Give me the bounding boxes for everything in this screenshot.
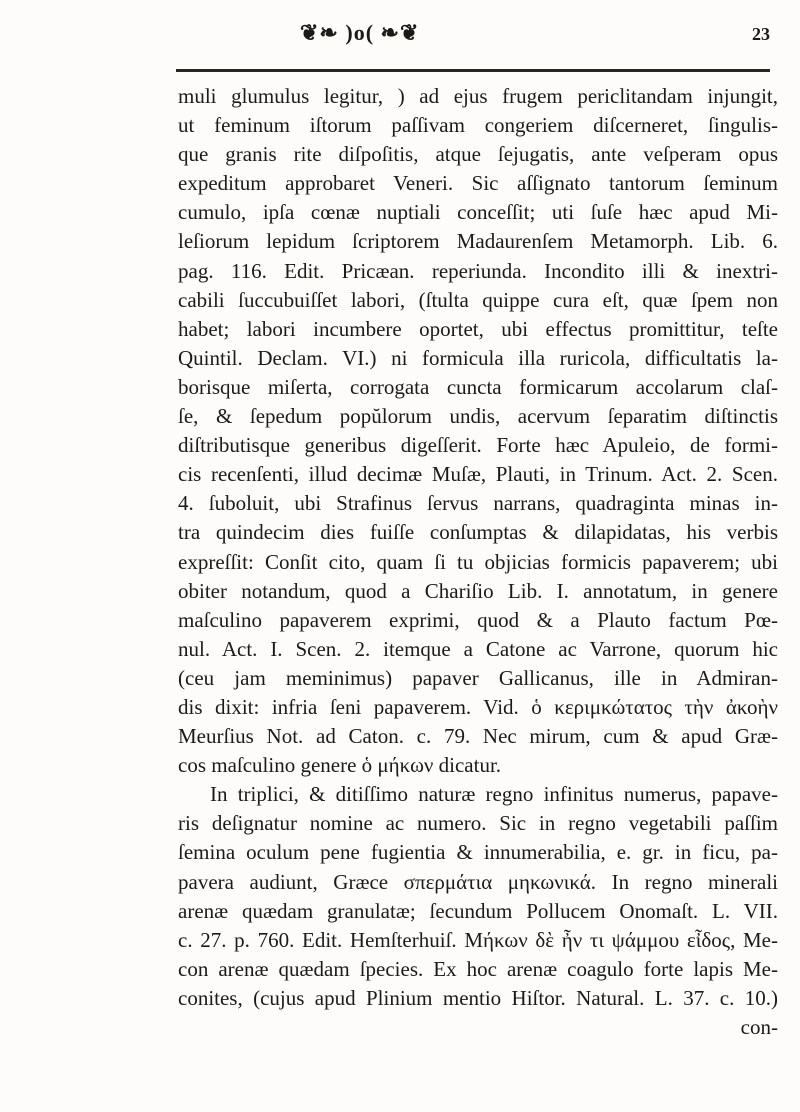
text-line: ſe, & ſepedum popŭlorum undis, acervum ſeparatim diſtinctis bbox=[178, 404, 778, 429]
text-line: ſemina oculum pene fugientia & innumerabilia, e. gr. in ficu, pa- bbox=[178, 840, 778, 865]
text-line: leſiorum lepidum ſcriptorem Madaurenſem Metamorph. Lib. 6. bbox=[178, 229, 778, 254]
text-line: diſtributisque generibus digeſſerit. Forte hæc Apuleio, de formi- bbox=[178, 433, 778, 458]
running-head-ornament: ❦❧ )o( ❧❦ bbox=[300, 20, 420, 45]
paragraph-start-line: In triplici, & ditiſſimo naturæ regno infinitus numerus, papave- bbox=[210, 782, 778, 807]
text-line: tra quindecim dies fuiſſe conſumptas & dilapidatas, his verbis bbox=[178, 520, 778, 545]
text-line: que granis rite diſpoſitis, atque ſejugatis, ante veſperam opus bbox=[178, 142, 778, 167]
text-line: nul. Act. I. Scen. 2. itemque a Catone ac Varrone, quorum hic bbox=[178, 636, 778, 661]
catchword: con- bbox=[740, 1015, 778, 1039]
text-line: cumulo, ipſa cœnæ nuptiali conceſſit; uti ſuſe hæc apud Mi- bbox=[178, 200, 778, 225]
text-line: dis dixit: infria ſeni papaverem. Vid. ὁ κεριμκώτατος τὴν ἀκοὴν bbox=[178, 694, 778, 719]
text-line: (ceu jam meminimus) papaver Gallicanus, ille in Admiran- bbox=[178, 665, 778, 690]
text-line: ut feminum iſtorum paſſivam congeriem diſcerneret, ſingulis- bbox=[178, 113, 778, 138]
header-rule bbox=[176, 69, 770, 72]
text-line: arenæ quædam granulatæ; ſecundum Pollucem Onomaſt. L. VII. bbox=[178, 898, 778, 923]
text-line: expeditum approbaret Veneri. Sic aſſignato tantorum ſeminum bbox=[178, 171, 778, 196]
text-line: habet; labori incumbere oportet, ubi effectus promittitur, teſte bbox=[178, 316, 778, 341]
text-line: expreſſit: Conſit cito, quam ſi tu objicias formicis papaverem; ubi bbox=[178, 549, 778, 574]
text-line: pag. 116. Edit. Pricæan. reperiunda. Incondito illi & inextri- bbox=[178, 258, 778, 283]
text-line: paverа audiunt, Græce σπερμάτια μηκωνικά. In regno minerali bbox=[178, 869, 778, 894]
body-text bbox=[178, 82, 778, 1042]
text-line: c. 27. p. 760. Edit. Hemſterhuiſ. Μήκων δὲ ἦν τι ψάμμου εἶδος, Me- bbox=[178, 927, 778, 952]
text-line: borisque miſerta, corrogata cuncta formicarum accolarum claſ- bbox=[178, 374, 778, 399]
text-line: obiter notandum, quod a Chariſio Lib. I. annotatum, in genere bbox=[178, 578, 778, 603]
text-line: ris deſignatur nomine ac numero. Sic in regno vegetabili paſſim bbox=[178, 811, 778, 836]
page-header bbox=[0, 14, 800, 48]
text-line: 4. ſuboluit, ubi Strafinus ſervus narrans, quadraginta minas in- bbox=[178, 491, 778, 516]
text-line: muli glumulus legitur, ) ad ejus frugem periclitandam injungit, bbox=[178, 84, 778, 108]
text-line: Meurſius Not. ad Caton. c. 79. Nec mirum, cum & apud Græ- bbox=[178, 724, 778, 749]
text-line: con arenæ quædam ſpecies. Ex hoc arenæ coagulo forte lapis Me- bbox=[178, 956, 778, 981]
text-line: cabili ſuccubuiſſet labori, (ſtulta quippe cura eſt, quæ ſpem non bbox=[178, 287, 778, 312]
text-line: cos maſculino genere ὁ μήκων dicatur. bbox=[178, 753, 502, 778]
text-line: maſculino papaverem exprimi, quod & a Plauto factum Pœ- bbox=[178, 607, 778, 632]
text-line: conites, (cujus apud Plinium mentio Hiſtor. Natural. L. 37. c. 10.) bbox=[178, 985, 778, 1010]
text-line: Quintil. Declam. VI.) ni formicula illa ruricola, difficultatis la- bbox=[178, 345, 778, 370]
page-number: 23 bbox=[752, 24, 770, 44]
text-line: cis recenſenti, illud decimæ Muſæ, Plauti, in Trinum. Act. 2. Scen. bbox=[178, 462, 778, 487]
